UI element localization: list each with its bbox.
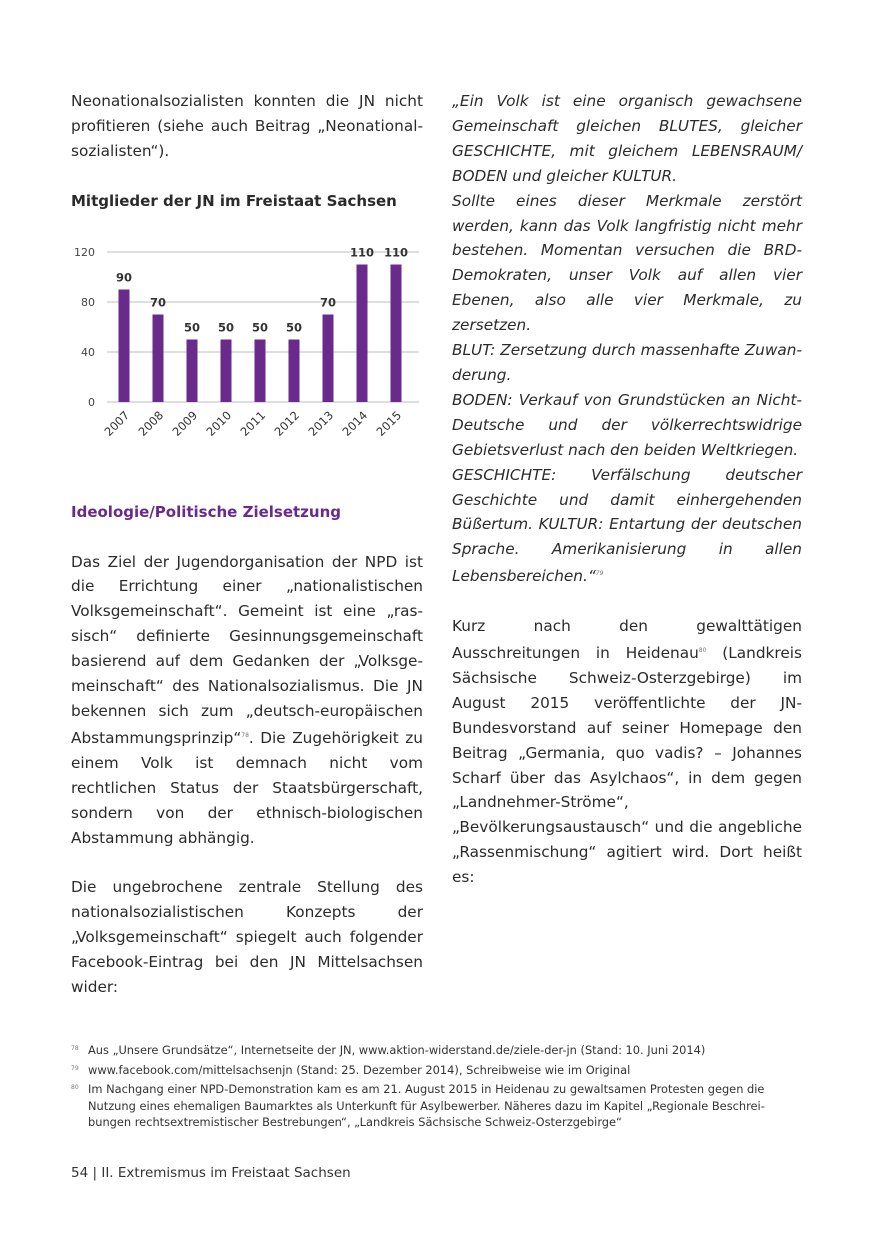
left-column: [71, 89, 423, 1000]
bar-value-label: 110: [383, 245, 409, 260]
bar: [153, 314, 164, 402]
x-tick-label: 2013: [305, 407, 337, 439]
page-number: 54: [71, 1165, 89, 1181]
footnote-text: www.facebook.com/mittelsachsenjn (Stand: 25. Dezember 2014), Schreibweise wie im Original: [88, 1062, 631, 1077]
footnote-text: Aus „Unsere Grundsätze“, Internetseite der JN, www.aktion-widerstand.de/ziele-der-jn (Stand: 10. Juni 2014): [88, 1043, 706, 1057]
bar-value-label: 50: [217, 320, 235, 335]
ideology-paragraph: [71, 550, 423, 851]
volksgemeinschaft-paragraph: Die ungebrochene zentrale Stellung des nationalsozialistischen Konzepts der „Volksgemeinschaft“ spiegelt auch folgender Facebook-Eintrag bei den JN Mittelsachsen wider:: [71, 878, 423, 997]
footnote-78: [71, 1042, 802, 1059]
footnote-number: 79: [71, 1064, 79, 1072]
quote-line: BLUT: Zersetzung durch massenhafte Zuwanderung.: [452, 341, 802, 384]
quote-last-line: [452, 463, 802, 590]
heidenau-paragraph: [452, 614, 802, 890]
quote-line: „Ein Volk ist eine organisch gewachsene Gemeinschaft gleichen BLUTES, gleicher GESCHICHTE, mit gleichem LEBENSRAUM/ BODEN und gleicher KULTUR.: [452, 92, 802, 185]
heidenau-text-2: (Landkreis Sächsische Schweiz-Osterzgebirge) im August 2015 veröffentlichte der JN-Bundesvorstand auf seiner Homepage den Beitrag „Germania, quo vadis? – Johannes Scharf über das Asylchaos“, in dem gegen „Landnehmer-Ströme“, „Bevölkerungsaustausch“ und die angebliche „Rassenmischung“ agitiert wird. Dort heißt es:: [452, 644, 802, 887]
y-tick-label: 40: [81, 345, 95, 359]
chart-heading: Mitglieder der JN im Freistaat Sachsen: [71, 191, 397, 210]
footnotes: [71, 1042, 802, 1134]
bar-value-label: 90: [115, 270, 133, 285]
footnote-number: 80: [71, 1084, 79, 1091]
footnote-number: 78: [71, 1045, 79, 1052]
bar: [221, 339, 232, 402]
bar-chart-svg: [71, 240, 423, 470]
membership-chart: [71, 240, 423, 470]
footnote-text: Im Nachgang einer NPD-Demonstration kam es am 21. August 2015 in Heidenau zu gewaltsamen Protesten gegen die Nutzung eines ehemaligen Baumarktes als Unterkunft für Asylbewerber. Näheres dazu im Kapitel „Regionale Beschreibungen rechtsextremistischer Bestrebungen“, „Landkreis Sächsische Schweiz-Osterzgebirge“: [88, 1082, 765, 1129]
bar: [255, 339, 266, 402]
bar-value-label: 50: [251, 320, 269, 335]
bar: [357, 264, 368, 402]
bar-value-label: 50: [183, 320, 201, 335]
bar: [323, 314, 334, 402]
bar: [289, 339, 300, 402]
bar: [391, 264, 402, 402]
x-tick-label: 2015: [373, 407, 405, 439]
x-tick-label: 2012: [271, 407, 303, 439]
footnote-79: [71, 1062, 802, 1079]
footnote-ref-79: 79: [595, 570, 604, 578]
x-tick-label: 2008: [135, 407, 167, 439]
bar: [119, 289, 130, 402]
y-tick-label: 80: [81, 295, 95, 309]
intro-paragraph: Neonationalsozialisten konnten die JN nicht profitieren (siehe auch Beitrag „Neonationalsozialisten“).: [71, 92, 423, 160]
ideology-text-1: Das Ziel der Jugendorganisation der NPD ist die Errichtung einer „nationalistischen Volksgemeinschaft“. Gemeint ist eine „rassisch“ definierte Gesinnungsgemeinschaft basierend auf dem Gedanken der „Volksgemeinschaft“ des Nationalsozialismus. Die JN bekennen sich zum „deutsch-europäischen Abstammungsprinzip“: [71, 552, 423, 747]
quote-last-text: GESCHICHTE: Verfälschung deutscher Geschichte und damit einhergehenden Büßertum. KULTUR: Entartung der deutschen Sprache. Amerikanisierung in allen Lebensbereichen.“: [452, 465, 802, 586]
bar-value-label: 70: [319, 295, 337, 310]
section-heading: Ideologie/Politische Zielsetzung: [71, 502, 341, 521]
quote-line: BODEN: Verkauf von Grundstücken an Nicht-Deutsche und der völkerrechtswidrige Gebietsverlust nach den beiden Weltkriegen.: [452, 390, 802, 459]
x-tick-label: 2009: [169, 407, 201, 439]
heidenau-text-1: Kurz nach den gewalttätigen Ausschreitungen in Heidenau: [452, 617, 802, 663]
footnote-80: [71, 1081, 802, 1131]
right-column: [452, 89, 802, 890]
x-tick-label: 2014: [339, 407, 371, 439]
x-tick-label: 2011: [237, 407, 269, 439]
ideology-text-2: . Die Zugehörigkeit zu einem Volk ist demnach nicht vom rechtlichen Status der Staatsbürgerschaft, sondern von der ethnisch-biologischen Abstammung abhängig.: [71, 728, 423, 847]
chapter-title: II. Extremismus im Freistaat Sachsen: [101, 1165, 351, 1181]
y-tick-label: 120: [74, 245, 95, 259]
x-tick-label: 2007: [101, 407, 133, 439]
bar-value-label: 50: [285, 320, 303, 335]
footer-separator: |: [92, 1165, 98, 1181]
footnote-ref-78: 78: [241, 731, 249, 739]
x-tick-label: 2010: [203, 407, 235, 439]
bar: [187, 339, 198, 402]
footnote-ref-80: 80: [698, 647, 707, 655]
y-tick-label: 0: [88, 395, 95, 409]
page-footer: [71, 1165, 351, 1181]
bar-value-label: 70: [149, 295, 167, 310]
quote-line: Sollte eines dieser Merkmale zerstört werden, kann das Volk langfristig nicht mehr bestehen. Momentan versuchen die BRD-Demokraten, unser Volk auf allen vier Ebenen, also alle vier Merkmale, zu zersetzen.: [452, 191, 802, 335]
bar-value-label: 110: [349, 245, 375, 260]
